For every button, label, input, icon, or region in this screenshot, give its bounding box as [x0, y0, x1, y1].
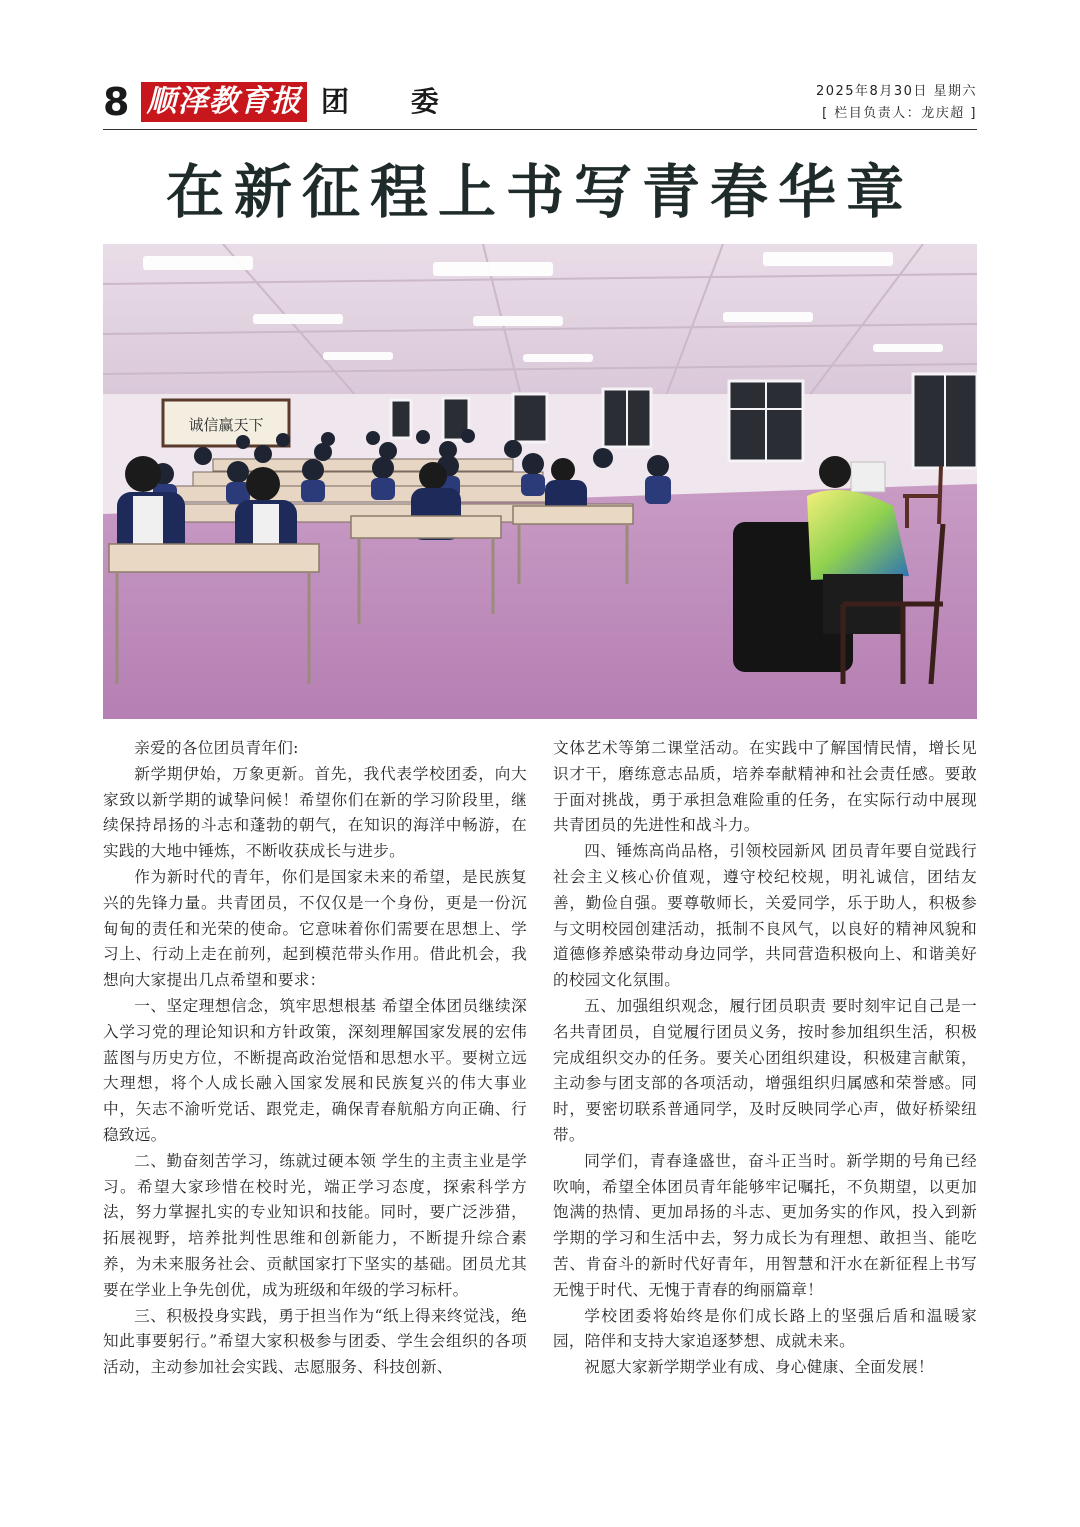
page-number: 8 [103, 80, 130, 124]
paragraph: 同学们，青春逢盛世，奋斗正当时。新学期的号角已经吹响，希望全体团员青年能够牢记嘱托，不负期望，以更加饱满的热情、更加昂扬的斗志、更加务实的作风，投入到新学期的学习和生活中去，努力成长为有理想、敢担当、能吃苦、肯奋斗的新时代好青年，用智慧和汗水在新征程上书写无愧于时代、无愧于青春的绚丽篇章！ [553, 1151, 977, 1299]
article-column-left [103, 736, 527, 1381]
paragraph: 五、加强组织观念，履行团员职责 要时刻牢记自己是一名共青团员，自觉履行团员义务，按时参加组织生活，积极完成组织交办的任务。要关心团组织建设，积极建言献策，主动参与团支部的各项活动，增强组织归属感和荣誉感。同时，要密切联系普通同学，及时反映同学心声，做好桥梁纽带。 [553, 996, 977, 1144]
paragraph: 作为新时代的青年，你们是国家未来的希望，是民族复兴的先锋力量。共青团员，不仅仅是一个身份，更是一份沉甸甸的责任和光荣的使命。它意味着你们需要在思想上、学习上、行动上走在前列，起到模范带头作用。借此机会，我想向大家提出几点希望和要求： [103, 867, 527, 990]
header-rule [103, 129, 977, 130]
closing-wish: 祝愿大家新学期学业有成、身心健康、全面发展！ [584, 1358, 934, 1377]
paragraph: 学校团委将始终是你们成长路上的坚强后盾和温暖家园，陪伴和支持大家追逐梦想、成就未来。 [553, 1306, 977, 1351]
headline: 在新征程上书写青春华章 [165, 158, 914, 226]
paragraph: 四、锤炼高尚品格，引领校园新风 团员青年要自觉践行社会主义核心价值观，遵守校纪校规，明礼诚信，团结友善，勤俭自强。要尊敬师长，关爱同学，乐于助人，积极参与文明校园创建活动，抵制不良风气，以良好的精神风貌和道德修养感染带动身边同学，共同营造积极向上、和谐美好的校园文化氛围。 [553, 842, 977, 990]
issue-date: 2025年8月30日 星期六 [815, 84, 977, 99]
wall-banner-text: 诚信赢天下 [188, 416, 264, 434]
paper-name-logo: 顺泽教育报 [141, 82, 307, 122]
classroom-photo-illustration [103, 244, 977, 719]
paragraph: 一、坚定理想信念，筑牢思想根基 希望全体团员继续深入学习党的理论知识和方针政策，深刻理解国家发展的宏伟蓝图与历史方位，不断提高政治觉悟和思想水平。要树立远大理想，将个人成长融入国家发展和民族复兴的伟大事业中，矢志不渝听党话、跟党走，确保青春航船方向正确、行稳致远。 [103, 996, 527, 1144]
salutation: 亲爱的各位团员青年们: [134, 739, 299, 757]
masthead [103, 78, 977, 126]
paragraph: 二、勤奋刻苦学习，练就过硬本领 学生的主责主业是学习。希望大家珍惜在校时光，端正学习态度，探索科学方法，努力掌握扎实的专业知识和技能。同时，要广泛涉猎，拓展视野，培养批判性思维和创新能力，不断提升综合素养，为未来服务社会、贡献国家打下坚实的基础。团员尤其要在学业上争先创优，成为班级和年级的学习标杆。 [103, 1151, 527, 1299]
column-editor: [ 栏目负责人：龙庆超 ] [822, 106, 977, 121]
paragraph-continued: 文体艺术等第二课堂活动。在实践中了解国情民情，增长见识才干，磨练意志品质，培养奉献精神和社会责任感。要敢于面对挑战，勇于承担急难险重的任务，在实际行动中展现共青团员的先进性和战斗力。 [553, 739, 977, 835]
paragraph: 三、积极投身实践，勇于担当作为“纸上得来终觉浅，绝知此事要躬行。”希望大家积极参与团委、学生会组织的各项活动，主动参加社会实践、志愿服务、科技创新、 [103, 1306, 527, 1377]
section-name: 团 委 [321, 85, 465, 118]
classroom-photo [103, 244, 977, 719]
article-column-right [553, 736, 977, 1381]
paragraph: 新学期伊始，万象更新。首先，我代表学校团委，向大家致以新学期的诚挚问候！希望你们在新的学习阶段里，继续保持昂扬的斗志和蓬勃的朝气，在知识的海洋中畅游，在实践的大地中锤炼，不断收获成长与进步。 [103, 764, 527, 861]
article-body [103, 736, 977, 1381]
